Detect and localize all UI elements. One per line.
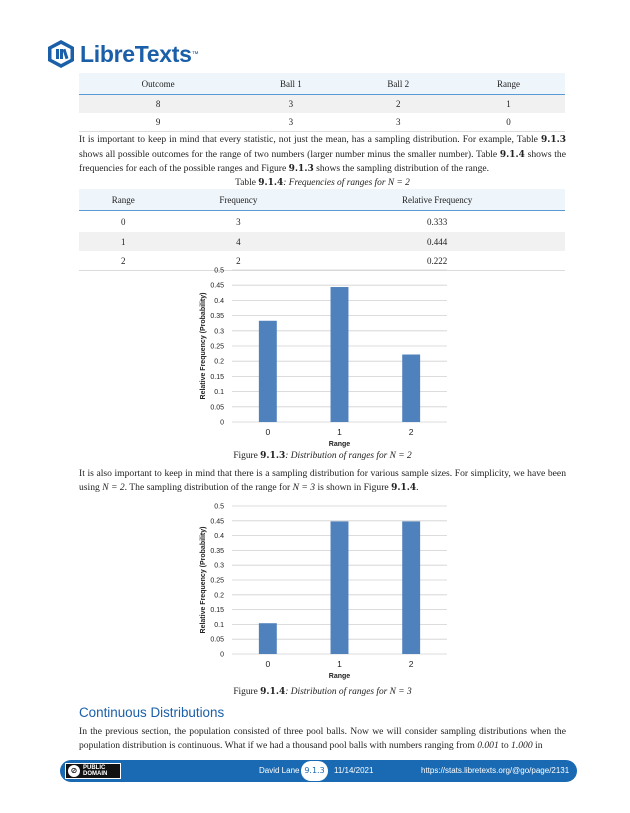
table-cell: 4 bbox=[168, 232, 310, 251]
y-tick-label: 0.25 bbox=[210, 577, 224, 585]
table-header-cell: Ball 1 bbox=[237, 73, 344, 95]
footer-author: David Lane bbox=[259, 766, 300, 775]
figure-caption bbox=[79, 687, 566, 697]
table-header-cell: Outcome bbox=[79, 73, 237, 95]
bar bbox=[259, 623, 277, 654]
table-cell: 0 bbox=[121, 216, 126, 227]
body-paragraph bbox=[79, 133, 566, 177]
math-inline: N = 3 bbox=[292, 481, 316, 493]
table-cell: 0.222 bbox=[309, 251, 565, 271]
table-header-cell: Ball 2 bbox=[345, 73, 452, 95]
footer-page-number: 9.1.3 bbox=[301, 761, 328, 781]
caption-text: : Distribution of ranges for bbox=[285, 687, 390, 697]
table-cell: 1 bbox=[452, 95, 565, 114]
y-axis-label: Relative Frequency (Probability) bbox=[200, 526, 207, 634]
table-cell: 3 bbox=[236, 216, 241, 227]
table-cell: 2 bbox=[168, 251, 310, 271]
caption-text: : Distribution of ranges for bbox=[285, 451, 390, 461]
table-cell: 0.444 bbox=[309, 232, 565, 251]
table-header-cell: Frequency bbox=[168, 189, 310, 211]
y-tick-label: 0.4 bbox=[214, 297, 224, 305]
table-cell: 3 bbox=[237, 95, 344, 114]
y-tick-label: 0 bbox=[220, 651, 224, 659]
bar bbox=[331, 521, 349, 654]
y-tick-label: 0.05 bbox=[210, 636, 224, 644]
y-tick-label: 0.3 bbox=[214, 562, 224, 570]
table-cell: 2 bbox=[345, 95, 452, 114]
footer-url-link[interactable]: https://stats.libretexts.org/@go/page/2131 bbox=[421, 766, 570, 775]
logo-trademark: ™ bbox=[191, 50, 199, 58]
table-cell: 3 bbox=[237, 113, 344, 132]
caption-number: 9.1.3 bbox=[260, 451, 286, 461]
table-header-cell: Range bbox=[452, 73, 565, 95]
y-tick-label: 0 bbox=[220, 419, 224, 427]
table-caption bbox=[79, 178, 566, 188]
bar bbox=[259, 321, 277, 422]
y-axis-label: Relative Frequency (Probability) bbox=[200, 292, 207, 400]
caption-prefix: Table bbox=[235, 178, 259, 188]
y-tick-label: 0.35 bbox=[210, 313, 224, 321]
y-tick-label: 0.25 bbox=[210, 343, 224, 351]
public-domain-icon: ⊘ bbox=[68, 765, 80, 777]
table-header-cell: Range bbox=[79, 189, 168, 211]
math-inline: 0.001 bbox=[477, 739, 499, 751]
x-tick-label: 2 bbox=[408, 427, 414, 437]
caption-math: N = 2 bbox=[389, 451, 412, 461]
badge-label bbox=[83, 765, 107, 778]
caption-number: 9.1.4 bbox=[258, 178, 284, 188]
table-reference-link[interactable]: 9.1.4 bbox=[499, 149, 525, 160]
y-tick-label: 0.45 bbox=[210, 282, 224, 290]
table-cell: 2 bbox=[79, 251, 168, 271]
y-tick-label: 0.3 bbox=[214, 328, 224, 336]
table-cell: 0.333 bbox=[426, 216, 448, 227]
figure-reference-link[interactable]: 9.1.3 bbox=[288, 164, 314, 175]
body-paragraph bbox=[79, 467, 566, 495]
text-run: In the previous section, the population consisted of three pool balls. Now we will consider sampling distributions when the population distribution is continuous. What if we had a thousand pool balls with numbers ranging from bbox=[79, 726, 566, 751]
table-cell: 9 bbox=[79, 113, 237, 132]
text-run: It is important to keep in mind that every statistic, not just the mean, has a sampling distribution. For example, Table bbox=[79, 134, 541, 145]
body-paragraph bbox=[79, 725, 566, 752]
text-run: . The sampling distribution of the range for bbox=[124, 481, 293, 493]
section-heading: Continuous Distributions bbox=[79, 705, 225, 720]
y-tick-label: 0.1 bbox=[214, 389, 224, 397]
page-footer bbox=[60, 760, 577, 782]
range-distribution-chart-n3 bbox=[196, 498, 451, 684]
text-run: in bbox=[532, 739, 543, 751]
math-inline: 1.000 bbox=[511, 739, 533, 751]
table-row bbox=[79, 211, 565, 233]
x-tick-label: 2 bbox=[408, 659, 414, 669]
text-run: to bbox=[498, 739, 512, 751]
table-cell: 8 bbox=[79, 95, 237, 114]
table-header-cell: Relative Frequency bbox=[309, 189, 565, 211]
text-run: is shown in Figure bbox=[315, 481, 392, 493]
figure-caption bbox=[79, 451, 566, 461]
table-header-row bbox=[79, 189, 565, 211]
libretexts-logo-icon bbox=[46, 39, 76, 69]
caption-text: : Frequencies of ranges for bbox=[283, 178, 388, 188]
caption-prefix: Figure bbox=[233, 687, 261, 697]
table-header-row bbox=[79, 73, 565, 95]
table-row bbox=[79, 113, 565, 132]
text-run: shows the frequencies for each of the possible ranges and Figure bbox=[79, 148, 566, 175]
badge-line: PUBLIC bbox=[83, 764, 106, 771]
badge-line: DOMAIN bbox=[83, 771, 108, 777]
y-tick-label: 0.4 bbox=[214, 533, 224, 541]
y-tick-label: 0.15 bbox=[210, 373, 224, 381]
range-distribution-chart-n2 bbox=[196, 262, 451, 452]
y-tick-label: 0.15 bbox=[210, 607, 224, 615]
x-tick-label: 1 bbox=[337, 427, 342, 437]
footer-date: 11/14/2021 bbox=[334, 766, 374, 775]
x-tick-label: 0 bbox=[265, 427, 271, 437]
caption-prefix: Figure bbox=[233, 451, 261, 461]
outcomes-table bbox=[79, 73, 565, 132]
text-run: shows the sampling distribution of the range. bbox=[313, 163, 490, 175]
bar bbox=[402, 521, 420, 654]
text-run: shows all possible outcomes for the range of two numbers (larger number minus the smaller number). Table bbox=[79, 148, 500, 160]
text-run: . bbox=[416, 481, 419, 493]
table-cell: 0 bbox=[452, 113, 565, 132]
y-tick-label: 0.5 bbox=[214, 267, 224, 275]
range-frequency-table bbox=[79, 189, 565, 271]
x-axis-label: Range bbox=[328, 673, 351, 680]
bar bbox=[331, 287, 349, 422]
x-tick-label: 0 bbox=[265, 659, 271, 669]
y-tick-label: 0.5 bbox=[214, 503, 224, 511]
logo-text: LibreTexts bbox=[80, 40, 192, 67]
table-row bbox=[79, 232, 565, 251]
x-tick-label: 1 bbox=[337, 659, 342, 669]
caption-number: 9.1.4 bbox=[260, 687, 286, 697]
table-cell: 3 bbox=[345, 113, 452, 132]
libretexts-logo[interactable] bbox=[46, 38, 199, 70]
y-tick-label: 0.35 bbox=[210, 547, 224, 555]
caption-math: N = 3 bbox=[389, 687, 412, 697]
table-row bbox=[79, 95, 565, 114]
table-cell: 1 bbox=[79, 232, 168, 251]
text-run: It is also important to keep in mind that there is a sampling distribution for various sample sizes. For simplicity, we have been using bbox=[79, 468, 566, 493]
y-tick-label: 0.45 bbox=[210, 518, 224, 526]
y-tick-label: 0.05 bbox=[210, 404, 224, 412]
y-tick-label: 0.2 bbox=[214, 358, 224, 366]
y-tick-label: 0.2 bbox=[214, 592, 224, 600]
bar bbox=[402, 355, 420, 422]
x-axis-label: Range bbox=[328, 441, 351, 448]
public-domain-badge[interactable] bbox=[65, 763, 121, 779]
figure-reference-link[interactable]: 9.1.4 bbox=[391, 482, 417, 493]
math-inline: N = 2 bbox=[102, 481, 125, 493]
table-reference-link[interactable]: 9.1.3 bbox=[540, 135, 566, 145]
caption-math: N = 2 bbox=[387, 178, 410, 188]
y-tick-label: 0.1 bbox=[214, 621, 224, 629]
